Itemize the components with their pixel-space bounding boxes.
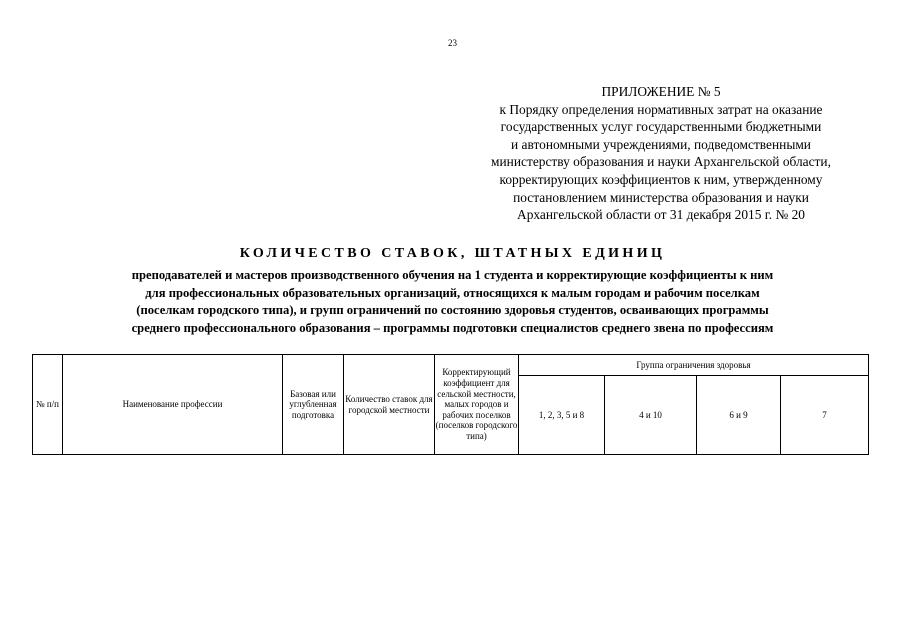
appendix-header [460, 83, 862, 224]
header-group [781, 376, 869, 455]
header-coefficient [435, 355, 519, 455]
appendix-line: государственных услуг государственными бюджетными [500, 119, 822, 135]
appendix-line: министерству образования и науки Архангельской области, [491, 154, 831, 170]
header-group-label: 4 и 10 [639, 409, 662, 420]
header-group-label: 7 [822, 409, 827, 420]
header-profession-label: Наименование профессии [122, 399, 223, 410]
header-rates [344, 355, 435, 455]
header-health-group-label: Группа ограничения здоровья [636, 359, 751, 370]
subtitle-line: для профессиональных образовательных организаций, относящихся к малым городам и рабочим поселкам [145, 285, 760, 300]
staff-rates-table [32, 354, 869, 455]
header-number-label: № п/п [36, 399, 59, 410]
header-group [697, 376, 781, 455]
header-health-group [519, 355, 869, 376]
header-group [519, 376, 605, 455]
header-base [283, 355, 344, 455]
document-subtitle [40, 267, 865, 337]
header-profession [63, 355, 283, 455]
appendix-line: постановлением министерства образования и науки [513, 189, 809, 205]
appendix-title: ПРИЛОЖЕНИЕ № 5 [601, 84, 721, 99]
header-group [605, 376, 697, 455]
appendix-line: к Порядку определения нормативных затрат на оказание [499, 101, 823, 117]
header-group-label: 6 и 9 [729, 409, 748, 420]
subtitle-line: среднего профессионального образования – программы подготовки специалистов среднего звена по профессиям [131, 320, 774, 335]
page-number: 23 [448, 38, 457, 48]
appendix-line: корректирующих коэффициентов к ним, утвержденному [499, 171, 823, 187]
header-rates-label: Количество ставок для городской местности [345, 393, 433, 415]
appendix-line: Архангельской области от 31 декабря 2015 г. № 20 [517, 207, 805, 223]
subtitle-line: (поселкам городского типа), и групп ограничений по состоянию здоровья студентов, осваивающих программы [136, 303, 769, 318]
header-base-label: Базовая или углубленная подготовка [289, 388, 337, 420]
header-group-label: 1, 2, 3, 5 и 8 [538, 409, 585, 420]
header-number [33, 355, 63, 455]
appendix-line: и автономными учреждениями, подведомственными [511, 136, 811, 152]
document-title: КОЛИЧЕСТВО СТАВОК, ШТАТНЫХ ЕДИНИЦ [239, 246, 666, 261]
header-coefficient-label: Корректирующий коэффициент для сельской местности, малых городов и рабочих поселков (поселков городского типа) [435, 367, 518, 441]
subtitle-line: преподавателей и мастеров производственного обучения на 1 студента и корректирующие коэффициенты к ним [131, 268, 774, 282]
